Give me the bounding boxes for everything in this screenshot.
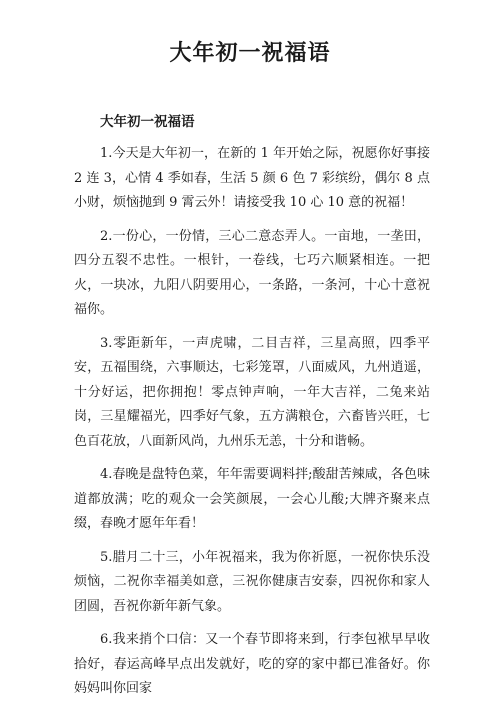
paragraph-2: 2.一份心，一份情，三心二意态弄人。一亩地，一垄田，四分五裂不忠性。一根针，一卷线，七巧六顺紧相连。一把火，一块冰，九阳八阴要用心，一条路，一条河，十心十意祝福你。 — [74, 228, 430, 317]
paragraph-4: 4.春晚是盘特色菜，年年需要调料拌;酸甜苦辣咸，各色味道都放满；吃的观众一会笑颜展，一会心儿酸;大牌齐聚来点缀，春晚才愿年年看！ — [74, 467, 430, 531]
paragraph-6: 6.我来捎个口信：又一个春节即将来到，行李包袱早早收拾好，春运高峰早点出发就好，吃的穿的家中都已准备好。你妈妈叫你回家 — [74, 632, 430, 696]
document-title: 大年初一祝福语 — [169, 40, 331, 66]
section-heading: 大年初一祝福语 — [100, 114, 195, 130]
paragraph-3: 3.零距新年，一声虎啸，二目吉祥，三星高照，四季平安，五福围绕，六事顺达，七彩笼罩，八面威风，九州逍遥，十分好运，把你拥抱！零点钟声响，一年大吉祥，二兔来站岗，三星耀福光，四季好气象，五方满粮仓，六畜皆兴旺，七色百花放，八面新风尚，九州乐无恙，十分和谐畅。 — [74, 335, 430, 449]
document-body — [74, 112, 430, 711]
paragraph-5: 5.腊月二十三，小年祝福来，我为你祈愿，一祝你快乐没烦恼，二祝你幸福美如意，三祝你健康吉安泰，四祝你和家人团圆，吾祝你新年新气象。 — [74, 549, 430, 614]
paragraph-1: 1.今天是大年初一，在新的 1 年开始之际，祝愿你好事接 2 连 3，心情 4 季如春，生活 5 颜 6 色 7 彩缤纷，偶尔 8 点小财，烦恼抛到 9 霄云外！请接受我 10 心 10 意的祝福！ — [74, 146, 430, 210]
